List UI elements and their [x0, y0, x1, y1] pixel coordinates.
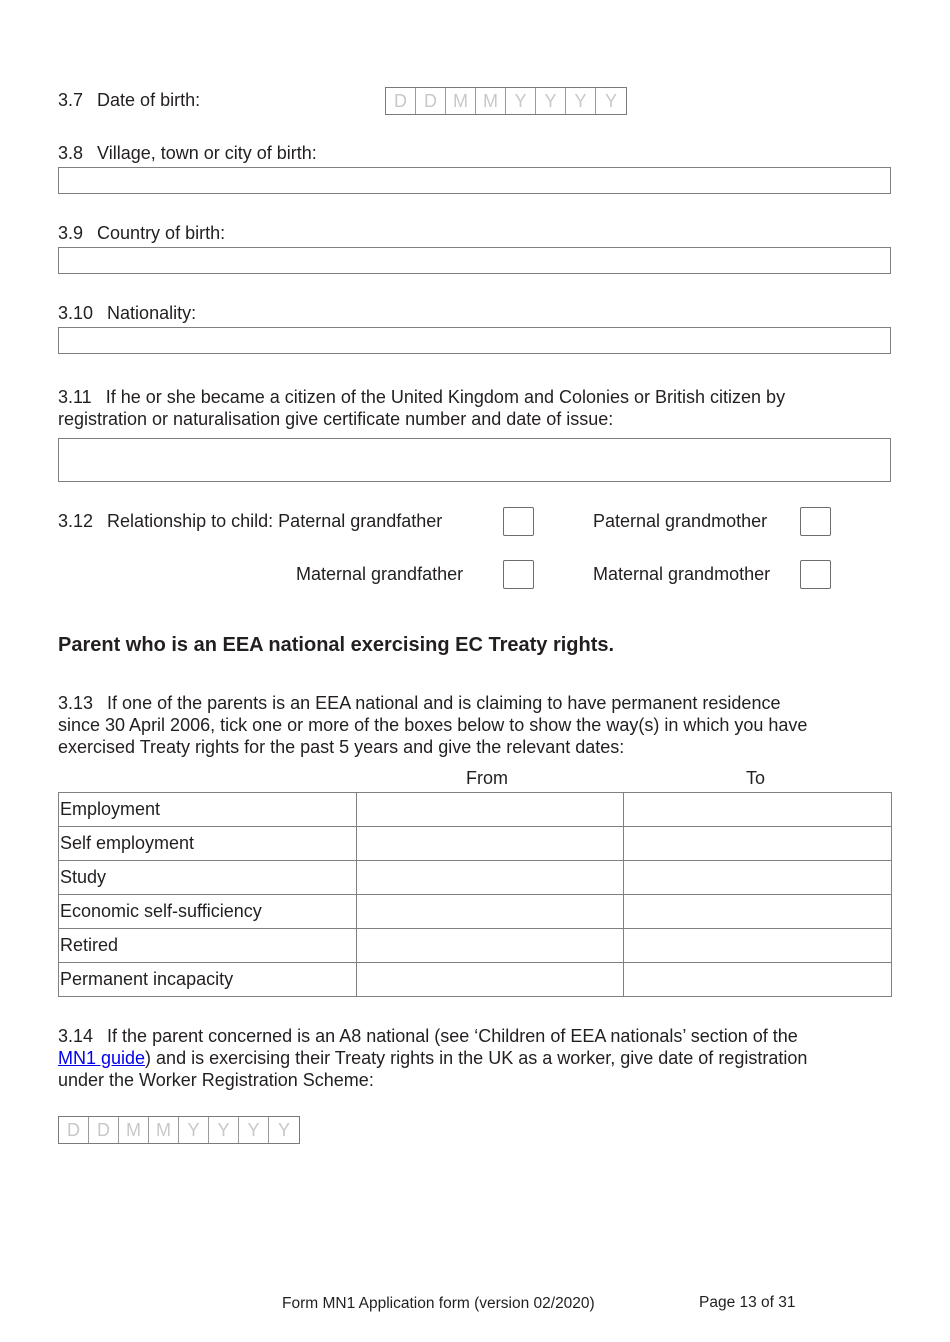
date-digit[interactable]: M [476, 88, 506, 114]
date-digit[interactable]: D [386, 88, 416, 114]
mn1-guide-link[interactable]: MN1 guide [58, 1048, 146, 1068]
table-row [59, 793, 892, 827]
section-heading: Parent who is an EEA national exercising EC Treaty rights. [58, 634, 615, 656]
to-date-cell[interactable] [624, 895, 892, 929]
paternal-grandmother-label: Paternal grandmother [593, 511, 768, 531]
q3-13-question: 3.13 If one of the parents is an EEA national and is claiming to have permanent residence since 30 April 2006, tick one or more of the boxes below to show the way(s) in which you have exercised Treaty rights for the past 5 years and give the relevant dates: [58, 693, 808, 757]
row-label: Economic self-sufficiency [59, 895, 357, 929]
nationality-input[interactable] [58, 327, 891, 354]
paternal-grandmother-checkbox[interactable] [800, 507, 831, 536]
date-digit[interactable]: M [149, 1117, 179, 1143]
row-label: Study [59, 861, 357, 895]
footer-page-number: Page 13 of 31 [699, 1294, 796, 1311]
table-row [59, 963, 892, 997]
country-of-birth-input[interactable] [58, 247, 891, 274]
place-of-birth-input[interactable] [58, 167, 891, 194]
row-label: Self employment [59, 827, 357, 861]
column-header-to: To [746, 768, 766, 788]
date-of-birth-input[interactable] [385, 87, 627, 115]
to-date-cell[interactable] [624, 861, 892, 895]
date-digit[interactable]: D [416, 88, 446, 114]
to-date-cell[interactable] [624, 827, 892, 861]
row-label: Retired [59, 929, 357, 963]
date-digit[interactable]: Y [209, 1117, 239, 1143]
date-digit[interactable]: Y [239, 1117, 269, 1143]
q3-11-question: 3.11 If he or she became a citizen of the United Kingdom and Colonies or British citizen by registration or naturalisation give certificate number and date of issue: [58, 387, 786, 429]
from-date-cell[interactable] [357, 827, 624, 861]
date-digit[interactable]: Y [179, 1117, 209, 1143]
treaty-rights-table [58, 792, 892, 997]
q3-9-label: 3.9 Country of birth: [58, 223, 226, 243]
date-digit[interactable]: D [59, 1117, 89, 1143]
table-row [59, 895, 892, 929]
row-label: Employment [59, 793, 357, 827]
table-row [59, 861, 892, 895]
from-date-cell[interactable] [357, 929, 624, 963]
from-date-cell[interactable] [357, 793, 624, 827]
q3-12-label: 3.12 Relationship to child: Paternal grandfather [58, 511, 443, 531]
maternal-grandmother-label: Maternal grandmother [593, 564, 771, 584]
date-digit[interactable]: Y [536, 88, 566, 114]
registration-date-input[interactable] [58, 1116, 300, 1144]
to-date-cell[interactable] [624, 929, 892, 963]
row-label: Permanent incapacity [59, 963, 357, 997]
maternal-grandfather-checkbox[interactable] [503, 560, 534, 589]
maternal-grandfather-label: Maternal grandfather [296, 564, 464, 584]
date-digit[interactable]: Y [277, 1120, 290, 1140]
from-date-cell[interactable] [357, 861, 624, 895]
column-header-from: From [466, 768, 508, 788]
to-date-cell[interactable] [624, 963, 892, 997]
q3-8-label: 3.8 Village, town or city of birth: [58, 143, 317, 163]
maternal-grandmother-checkbox[interactable] [800, 560, 831, 589]
date-digit[interactable]: Y [506, 88, 536, 114]
date-digit[interactable]: Y [566, 88, 596, 114]
table-row [59, 929, 892, 963]
footer-form-title: Form MN1 Application form (version 02/2020) [282, 1295, 595, 1312]
table-row [59, 827, 892, 861]
from-date-cell[interactable] [357, 895, 624, 929]
q3-14-question: 3.14 If the parent concerned is an A8 national (see ‘Children of EEA nationals’ section of the MN1 guide) and is exercising their Treaty rights in the UK as a worker, give date of registration under the Worker Registration Scheme: [58, 1026, 808, 1090]
q3-7-label: 3.7 Date of birth: [58, 90, 201, 110]
q3-10-label: 3.10 Nationality: [58, 303, 197, 323]
certificate-input[interactable] [58, 438, 891, 482]
date-digit[interactable]: Y [604, 91, 617, 111]
to-date-cell[interactable] [624, 793, 892, 827]
date-digit[interactable]: D [89, 1117, 119, 1143]
date-digit[interactable]: M [446, 88, 476, 114]
from-date-cell[interactable] [357, 963, 624, 997]
paternal-grandfather-checkbox[interactable] [503, 507, 534, 536]
date-digit[interactable]: M [119, 1117, 149, 1143]
